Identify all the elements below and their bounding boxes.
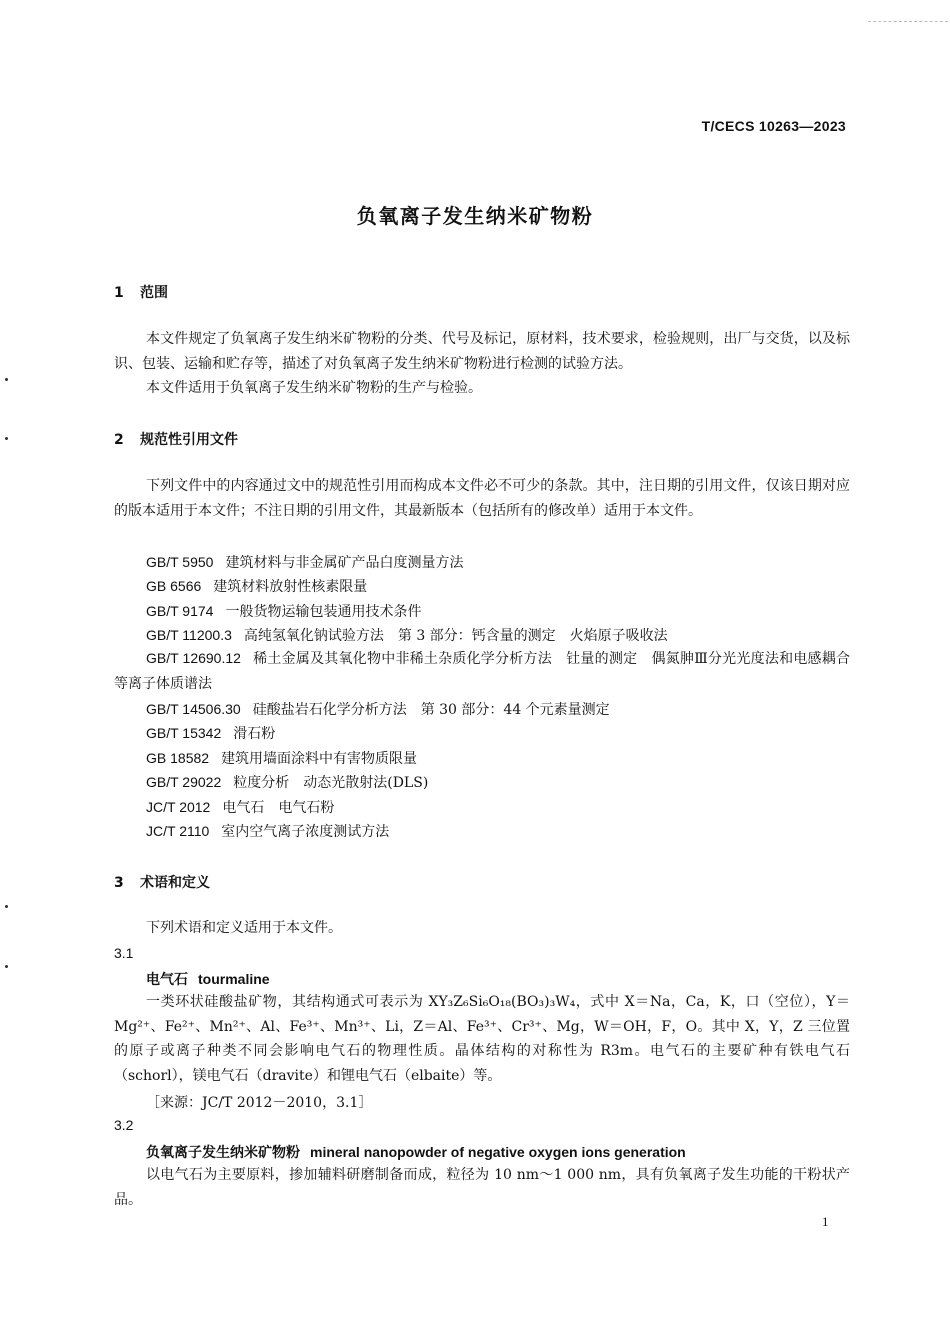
reference-item — [146, 797, 334, 817]
reference-code: GB 18582 — [146, 750, 210, 766]
standard-code: T/CECS 10263—2023 — [701, 118, 846, 134]
reference-code: GB/T 11200.3 — [146, 627, 232, 643]
section-number: 1 — [114, 285, 124, 301]
binding-hole-mark — [5, 378, 8, 381]
reference-title: 粒度分析 动态光散射法(DLS) — [233, 775, 429, 791]
section-number: 2 — [114, 432, 124, 448]
reference-title: 硅酸盐岩石化学分析方法 第 30 部分：44 个元素量测定 — [252, 702, 610, 718]
reference-item — [146, 748, 417, 768]
binding-hole-mark — [5, 965, 8, 968]
reference-title: 建筑用墙面涂料中有害物质限量 — [221, 751, 418, 767]
reference-item — [146, 625, 668, 645]
term-en: mineral nanopowder of negative oxygen ions generation — [310, 1144, 686, 1160]
term-zh: 负氧离子发生纳米矿物粉 — [146, 1145, 300, 1161]
reference-title: 电气石 电气石粉 — [222, 800, 335, 816]
reference-title: 一般货物运输包装通用技术条件 — [225, 604, 422, 620]
section-title: 范围 — [140, 285, 168, 301]
reference-title: 建筑材料放射性核素限量 — [213, 579, 368, 595]
reference-code: GB/T 9174 — [146, 603, 214, 619]
section-2-heading — [114, 429, 238, 449]
reference-title: 室内空气离子浓度测试方法 — [221, 824, 390, 840]
reference-code: GB 6566 — [146, 578, 202, 594]
scan-edge-rule — [868, 21, 948, 22]
page-number: 1 — [822, 1214, 829, 1229]
term-definition: 一类环状硅酸盐矿物，其结构通式可表示为 XY₃Z₆Si₆O₁₈(BO₃)₃W₄，式中 X＝Na，Ca，K，口（空位），Y＝Mg²⁺、Fe²⁺、Mn²⁺、Al、Fe³⁺、Mn³⁺、Li，Z＝Al、Fe³⁺、Cr³⁺、Mg，W＝OH，F，O。其中 X，Y，Z 三位置的原子或离子种类不同会影响电气石的物理性质。晶体结构的对称性为 R3m。电气石的主要矿种有铁电气石（schorl），镁电气石（dravite）和锂电气石（elbaite）等。 — [114, 994, 850, 1084]
term-en: tourmaline — [198, 971, 270, 987]
reference-item — [146, 821, 389, 841]
reference-title: 稀土金属及其氧化物中非稀土杂质化学分析方法 钍量的测定 偶氮胂Ⅲ分光光度法和电感耦合等离子体质谱法 — [114, 651, 851, 692]
reference-item — [114, 646, 850, 696]
reference-code: GB/T 12690.12 — [146, 650, 241, 666]
reference-title: 建筑材料与非金属矿产品白度测量方法 — [225, 555, 464, 571]
reference-code: GB/T 29022 — [146, 774, 222, 790]
section-number: 3 — [114, 875, 124, 891]
term-heading — [146, 969, 270, 989]
section-title: 术语和定义 — [140, 875, 210, 891]
reference-code: JC/T 2110 — [146, 823, 210, 839]
term-source: ［来源：JC/T 2012－2010，3.1］ — [146, 1095, 373, 1111]
reference-item — [146, 772, 428, 792]
reference-code: GB/T 15342 — [146, 725, 222, 741]
reference-item — [146, 552, 463, 572]
terms-intro: 下列术语和定义适用于本文件。 — [146, 920, 342, 936]
term-zh: 电气石 — [146, 972, 188, 988]
reference-code: GB/T 5950 — [146, 554, 214, 570]
reference-title: 高纯氢氧化钠试验方法 第 3 部分：钙含量的测定 火焰原子吸收法 — [243, 628, 668, 644]
term-definition: 以电气石为主要原料，掺加辅料研磨制备而成，粒径为 10 nm～1 000 nm，具有负氧离子发生功能的干粉状产品。 — [114, 1167, 850, 1208]
reference-title: 滑石粉 — [233, 726, 276, 742]
reference-item — [146, 699, 610, 719]
scope-paragraph: 本文件规定了负氧离子发生纳米矿物粉的分类、代号及标记，原材料，技术要求，检验规则，出厂与交货，以及标识、包装、运输和贮存等，描述了对负氧离子发生纳米矿物粉进行检测的试验方法。 — [114, 331, 850, 372]
term-number: 3.2 — [114, 1117, 134, 1133]
term-heading — [146, 1142, 686, 1162]
binding-hole-mark — [5, 905, 8, 908]
section-1-heading — [114, 282, 168, 302]
binding-hole-mark — [5, 437, 8, 440]
reference-code: GB/T 14506.30 — [146, 701, 241, 717]
reference-item — [146, 723, 275, 743]
references-intro: 下列文件中的内容通过文中的规范性引用而构成本文件必不可少的条款。其中，注日期的引用文件，仅该日期对应的版本适用于本文件；不注日期的引用文件，其最新版本（包括所有的修改单）适用于本文件。 — [114, 478, 850, 519]
section-title: 规范性引用文件 — [140, 432, 238, 448]
reference-item — [146, 576, 367, 596]
section-3-heading — [114, 872, 210, 892]
term-number: 3.1 — [114, 945, 134, 961]
document-title: 负氧离子发生纳米矿物粉 — [356, 204, 594, 228]
scope-applicability: 本文件适用于负氧离子发生纳米矿物粉的生产与检验。 — [146, 380, 482, 396]
reference-code: JC/T 2012 — [146, 799, 211, 815]
reference-item — [146, 601, 421, 621]
